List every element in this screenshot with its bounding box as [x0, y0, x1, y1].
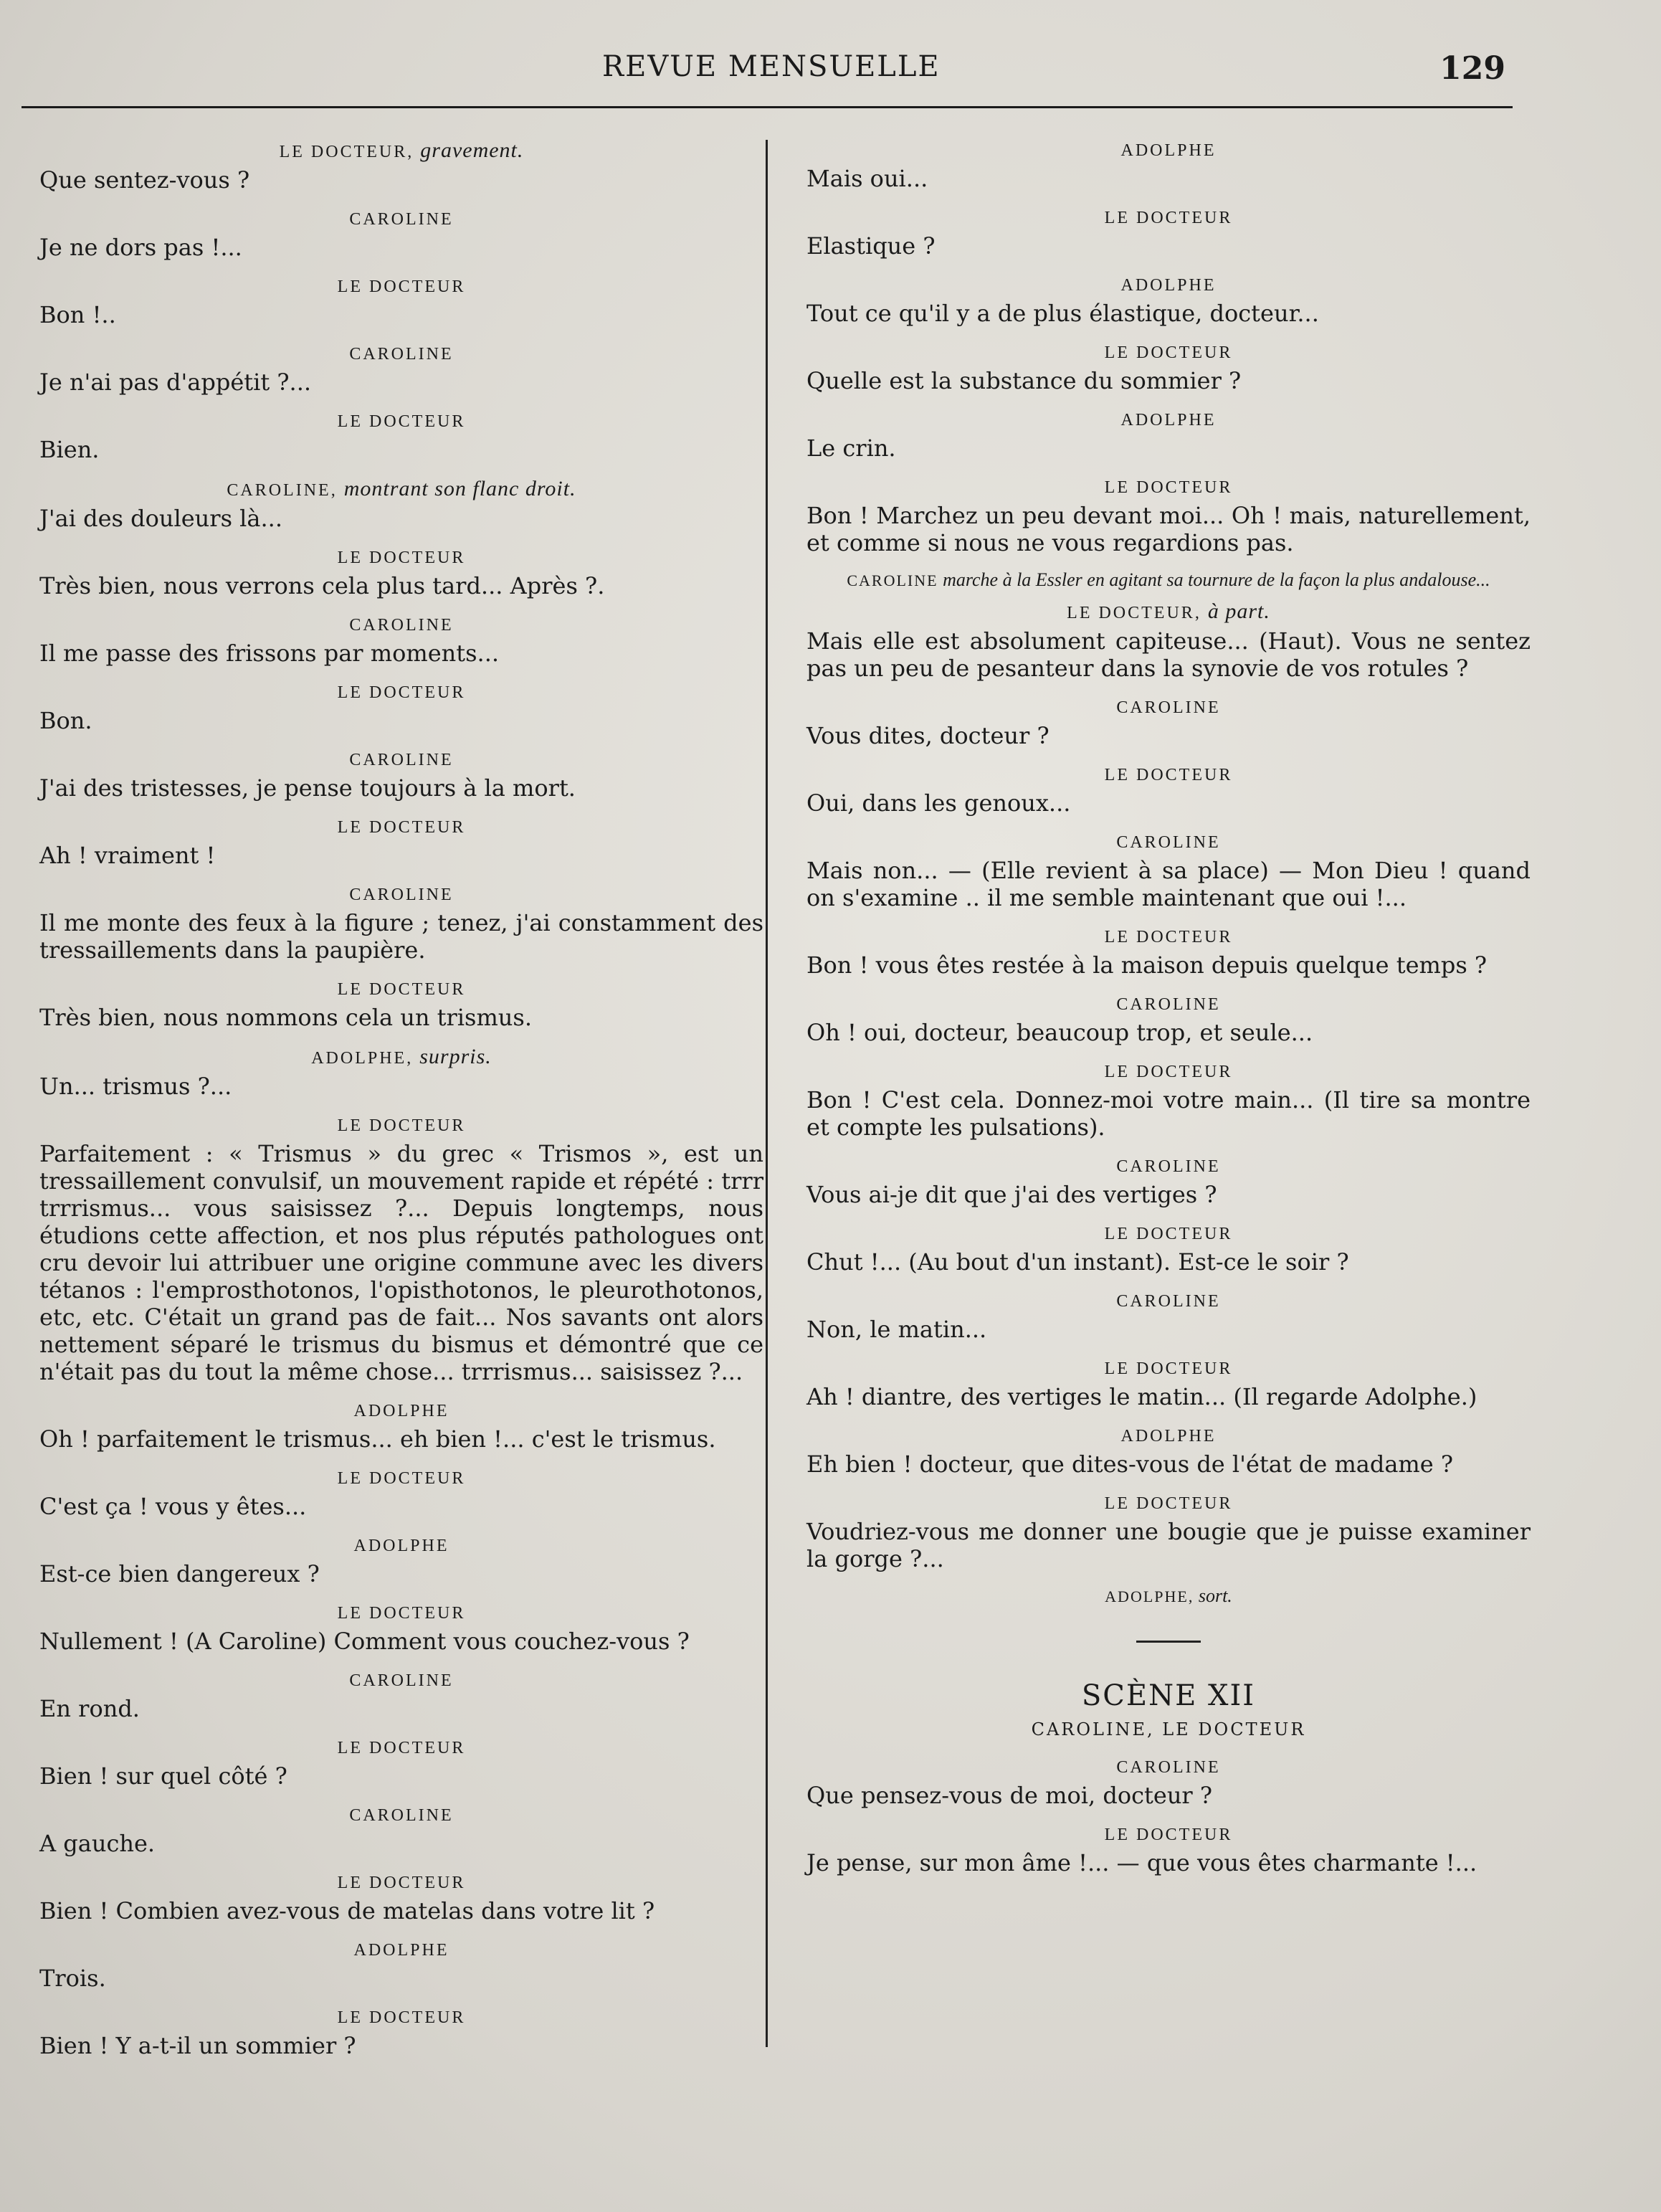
speaker-name: [806, 204, 1531, 232]
speaker-label: LE DOCTEUR: [337, 1469, 466, 1488]
dialogue-line: Il me monte des feux à la figure ; tenez, j'ai constamment des tressaillements dans la paupière.: [39, 909, 763, 964]
scene-cast: CAROLINE, LE DOCTEUR: [1031, 1719, 1306, 1739]
speaker-name: LE DOCTEUR, à part.: [1067, 599, 1270, 623]
speaker-name: [39, 1734, 763, 1762]
speaker-name: [39, 1464, 763, 1493]
speaker-label: CAROLINE: [1116, 1758, 1221, 1777]
speaker-name: [39, 272, 763, 301]
speaker-name: [806, 693, 1531, 722]
speaker-label: ADOLPHE: [353, 1537, 449, 1555]
speaker-label: LE DOCTEUR: [337, 683, 466, 702]
speaker-label: LE DOCTEUR: [337, 1739, 466, 1757]
dialogue-line: Bon !..: [39, 301, 116, 328]
dialogue-line: Bien.: [39, 436, 100, 463]
speaker-label: CAROLINE: [349, 751, 454, 769]
speaker-name: [39, 678, 763, 707]
dialogue-line: J'ai des tristesses, je pense toujours à la mort.: [39, 774, 576, 802]
speaker-label: LE DOCTEUR: [337, 1116, 466, 1135]
dialogue-line: Bon ! Marchez un peu devant moi... Oh ! mais, naturellement, et comme si nous ne vous regardions pas.: [806, 502, 1531, 556]
speaker-label: LE DOCTEUR: [337, 980, 466, 999]
speaker-label: LE DOCTEUR: [1104, 1494, 1233, 1513]
speaker-name: [39, 1532, 763, 1560]
speaker-name: [806, 828, 1531, 857]
dialogue-line: Bien ! Y a-t-il un sommier ?: [39, 2032, 356, 2059]
dialogue-line: Mais non... — (Elle revient à sa place) — Mon Dieu ! quand on s'examine .. il me semble maintenant que oui !...: [806, 857, 1531, 911]
dialogue-line: Bien ! Combien avez-vous de matelas dans votre lit ?: [39, 1897, 655, 1924]
speaker-label: CAROLINE: [349, 1671, 454, 1690]
stage-action: marche à la Essler en agitant sa tournure de la façon la plus andalouse...: [943, 569, 1490, 590]
stage-direction: montrant son flanc droit.: [343, 477, 576, 500]
dialogue-line: Oui, dans les genoux...: [806, 789, 1071, 817]
dialogue-line: Oh ! oui, docteur, beaucoup trop, et seule...: [806, 1019, 1313, 1046]
dialogue-line: Que pensez-vous de moi, docteur ?: [806, 1782, 1213, 1809]
dialogue-line: Très bien, nous nommons cela un trismus.: [39, 1004, 532, 1031]
speaker-label: CAROLINE: [349, 1806, 454, 1825]
speaker-name: [806, 1058, 1531, 1086]
speaker-label: LE DOCTEUR: [1104, 209, 1233, 227]
speaker-name: [806, 1489, 1531, 1518]
speaker-name: [39, 1397, 763, 1425]
dialogue-line: C'est ça ! vous y êtes...: [39, 1493, 307, 1520]
stage-action: sort.: [1198, 1585, 1232, 1606]
speaker-label: ADOLPHE: [311, 1049, 407, 1068]
dialogue-line: Je n'ai pas d'appétit ?...: [39, 369, 312, 396]
speaker-label: LE DOCTEUR: [337, 412, 466, 431]
dialogue-line: Que sentez-vous ?: [39, 166, 250, 194]
dialogue-line: En rond.: [39, 1695, 140, 1722]
right-column: [806, 136, 1531, 1888]
speaker-label: LE DOCTEUR: [1104, 1359, 1233, 1378]
speaker-name: [39, 1869, 763, 1897]
speaker-name: [39, 1666, 763, 1695]
left-column: [39, 136, 763, 2071]
speaker-label: LE DOCTEUR: [1104, 1225, 1233, 1243]
page-number: 129: [1439, 50, 1505, 87]
speaker-name: [806, 136, 1531, 165]
speaker-name: [806, 338, 1531, 367]
dialogue-line: Mais elle est absolument capiteuse... (Haut). Vous ne sentez pas un peu de pesanteur dans la synovie de vos rotules ?: [806, 627, 1531, 682]
speaker-label: LE DOCTEUR: [1067, 604, 1195, 622]
dialogue-line: Mais oui...: [806, 165, 928, 192]
speaker-name: CAROLINE, montrant son flanc droit.: [227, 477, 576, 500]
speaker-label: CAROLINE: [1116, 698, 1221, 717]
dialogue-line: Je ne dors pas !...: [39, 234, 242, 261]
speaker-name: [806, 1422, 1531, 1451]
speaker-name: [39, 543, 763, 572]
speaker-name: [39, 1936, 763, 1965]
speaker-label: CAROLINE: [1116, 995, 1221, 1014]
scene-title: SCÈNE XII: [1081, 1679, 1256, 1712]
speaker-label: LE DOCTEUR: [337, 818, 466, 837]
speaker-name: [806, 1354, 1531, 1383]
speaker-label: ADOLPHE: [1120, 276, 1217, 295]
speaker-name: [39, 746, 763, 774]
dialogue-line: Quelle est la substance du sommier ?: [806, 367, 1242, 394]
speaker-name: [39, 1801, 763, 1830]
speaker-label: CAROLINE: [349, 210, 454, 229]
speaker-name: [39, 975, 763, 1004]
dialogue-line: Eh bien ! docteur, que dites-vous de l'état de madame ?: [806, 1451, 1454, 1478]
speaker-label: CAROLINE: [349, 345, 454, 364]
dialogue-line: Chut !... (Au bout d'un instant). Est-ce le soir ?: [806, 1248, 1349, 1276]
speaker-label: LE DOCTEUR: [1104, 766, 1233, 784]
speaker-label: LE DOCTEUR: [337, 1874, 466, 1892]
dialogue-line: Voudriez-vous me donner une bougie que je puisse examiner la gorge ?...: [806, 1518, 1531, 1572]
dialogue-line: Bien ! sur quel côté ?: [39, 1762, 287, 1790]
speaker-name: [806, 923, 1531, 951]
speaker-label: LE DOCTEUR: [279, 143, 408, 161]
speaker-name: [806, 1287, 1531, 1316]
speaker-name: [806, 990, 1531, 1019]
speaker-label: LE DOCTEUR: [337, 2008, 466, 2027]
speaker-label: ADOLPHE: [1120, 411, 1217, 429]
speaker-name: [806, 1753, 1531, 1782]
speaker-label: LE DOCTEUR: [1104, 1063, 1233, 1081]
speaker-name: [39, 340, 763, 369]
stage-direction-block: [806, 1584, 1531, 1609]
speaker-label: ADOLPHE: [353, 1402, 449, 1420]
dialogue-line: Vous dites, docteur ?: [806, 722, 1050, 749]
dialogue-line: Je pense, sur mon âme !... — que vous êtes charmante !...: [806, 1849, 1477, 1876]
dialogue-line: Très bien, nous verrons cela plus tard... Après ?.: [39, 572, 605, 599]
dialogue-line: Oh ! parfaitement le trismus... eh bien !... c'est le trismus.: [39, 1425, 716, 1453]
speaker-label: CAROLINE: [1116, 1157, 1221, 1176]
speaker-label: LE DOCTEUR: [1104, 478, 1233, 497]
speaker-name: [806, 1821, 1531, 1849]
speaker-label: CAROLINE: [1116, 833, 1221, 852]
speaker-label: LE DOCTEUR: [337, 549, 466, 567]
dialogue-line: Ah ! vraiment !: [39, 842, 216, 869]
dialogue-line: Vous ai-je dit que j'ai des vertiges ?: [806, 1181, 1217, 1208]
dialogue-line: Bon.: [39, 707, 92, 734]
dialogue-line: Un... trismus ?...: [39, 1073, 232, 1100]
speaker-name: [806, 406, 1531, 435]
dialogue-line: Parfaitement : « Trismus » du grec « Trismos », est un tressaillement convulsif, un mouvement rapide et répété : trrr trrrismus... vous saisissez ?... Depuis longtemps, nous étudions cette affection, et nos plus réputés pathologues ont cru devoir lui attribuer une origine commune avec les divers tétanos : l'emprosthotonos, l'opisthotonos, le pleurothotonos, etc, etc. C'était un grand pas de fait... Nos savants ont alors nettement séparé le trismus du bismus et démontré que ce n'était pas du tout la même chose... trrrismus... saisissez ?...: [39, 1140, 763, 1385]
speaker-name: [806, 1220, 1531, 1248]
speaker-name: [39, 611, 763, 640]
dialogue-line: Il me passe des frissons par moments...: [39, 640, 500, 667]
speaker-name: [39, 880, 763, 909]
stage-direction: surpris.: [419, 1045, 492, 1068]
speaker-name: [806, 761, 1531, 789]
speaker-name: [806, 1152, 1531, 1181]
page-header: [43, 50, 1505, 100]
speaker-name: [39, 1599, 763, 1628]
dialogue-line: Nullement ! (A Caroline) Comment vous couchez-vous ?: [39, 1628, 690, 1655]
speaker-label: LE DOCTEUR: [1104, 343, 1233, 362]
stage-direction: à part.: [1207, 599, 1270, 623]
speaker-label: ADOLPHE: [1120, 141, 1217, 160]
dialogue-line: Est-ce bien dangereux ?: [39, 1560, 320, 1587]
speaker-name: [806, 473, 1531, 502]
speaker-label: LE DOCTEUR: [1104, 1826, 1233, 1844]
dialogue-line: Non, le matin...: [806, 1316, 987, 1343]
header-rule: [22, 106, 1513, 108]
dialogue-line: A gauche.: [39, 1830, 156, 1857]
dialogue-line: Elastique ?: [806, 232, 936, 260]
speaker-name: [39, 1111, 763, 1140]
speaker-name: [39, 2003, 763, 2032]
speaker-label: CAROLINE: [349, 616, 454, 635]
column-divider: [766, 140, 768, 2047]
dialogue-line: Trois.: [39, 1965, 106, 1992]
speaker-name: [806, 271, 1531, 300]
speaker-label: CAROLINE: [1116, 1292, 1221, 1311]
speaker-name: ADOLPHE, surpris.: [311, 1045, 492, 1068]
speaker-label: CAROLINE: [349, 886, 454, 904]
speaker-name: [39, 407, 763, 436]
speaker-label: LE DOCTEUR: [1104, 928, 1233, 946]
speaker-label: ADOLPHE: [353, 1941, 449, 1960]
speaker-name: LE DOCTEUR, gravement.: [279, 138, 524, 162]
running-title: REVUE MENSUELLE: [602, 50, 941, 83]
speaker-name: [39, 205, 763, 234]
dialogue-line: Bon ! vous êtes restée à la maison depuis quelque temps ?: [806, 951, 1488, 979]
dialogue-line: Tout ce qu'il y a de plus élastique, docteur...: [806, 300, 1319, 327]
speaker-label: CAROLINE: [227, 481, 331, 500]
dialogue-line: Ah ! diantre, des vertiges le matin... (Il regarde Adolphe.): [806, 1383, 1477, 1410]
dialogue-line: Bon ! C'est cela. Donnez-moi votre main... (Il tire sa montre et compte les pulsations).: [806, 1086, 1531, 1141]
stage-character: CAROLINE: [847, 571, 938, 589]
dialogue-line: J'ai des douleurs là...: [39, 505, 282, 532]
section-separator: [1136, 1641, 1201, 1643]
dialogue-line: Le crin.: [806, 435, 896, 462]
speaker-label: LE DOCTEUR: [337, 1604, 466, 1623]
stage-character: ADOLPHE,: [1105, 1587, 1194, 1605]
speaker-label: ADOLPHE: [1120, 1427, 1217, 1446]
stage-direction: gravement.: [420, 138, 524, 162]
stage-direction-block: [806, 568, 1531, 593]
speaker-name: [39, 813, 763, 842]
speaker-label: LE DOCTEUR: [337, 277, 466, 296]
